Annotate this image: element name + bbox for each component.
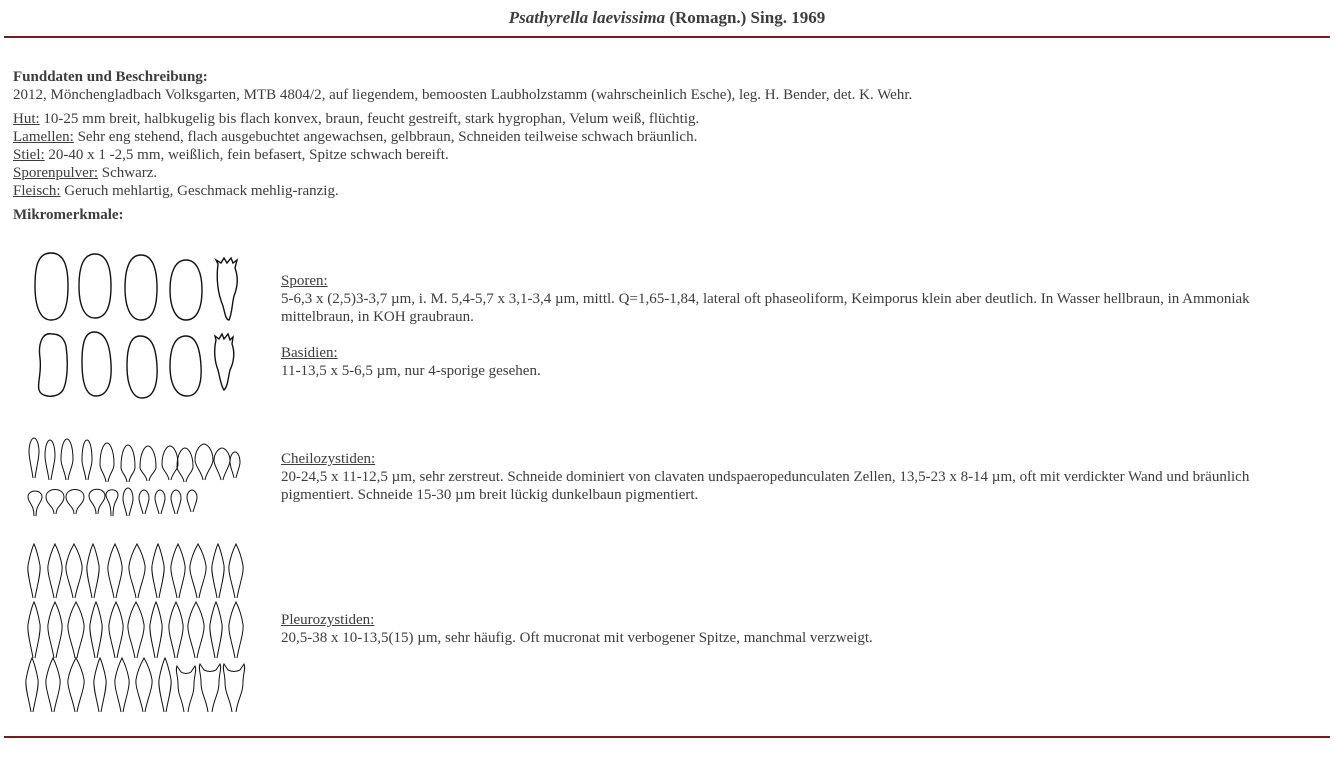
pleurocystidium xyxy=(171,544,185,598)
cheilocystidium xyxy=(139,490,149,514)
pleurocystidium xyxy=(129,544,145,598)
pleurocystidium xyxy=(28,544,40,598)
desc-label: Lamellen: xyxy=(13,129,74,145)
pleurocystidium xyxy=(190,544,206,598)
sporen-section xyxy=(281,272,1321,326)
desc-fleisch xyxy=(13,182,339,200)
cheilocystidium xyxy=(100,443,114,482)
cheilocystidium xyxy=(29,438,39,478)
cheilocystidium xyxy=(171,490,181,514)
pleurocystidium xyxy=(229,602,243,658)
basidien-text: 11-13,5 x 5-6,5 µm, nur 4-sporige gesehen. xyxy=(281,363,541,379)
pleurocystidium xyxy=(48,602,62,658)
pleurocystidium xyxy=(46,658,60,712)
pleurocystidium xyxy=(210,602,222,658)
cheilocystidium xyxy=(162,446,178,480)
cheilocystidium xyxy=(89,489,105,514)
pleuro-section xyxy=(281,611,1321,647)
cheilocystidium xyxy=(230,452,240,478)
pleurocystidium xyxy=(152,544,164,598)
cheilocystidium xyxy=(195,444,213,480)
pleurocystidium xyxy=(115,658,129,712)
pleurocystidium xyxy=(128,602,144,658)
cheilocystidium xyxy=(45,440,55,480)
top-divider xyxy=(4,36,1330,38)
desc-text: Sehr eng stehend, flach ausgebuchtet angewachsen, gelbbraun, Schneiden teilweise schwach bräunlich. xyxy=(73,129,698,145)
spores-row-2 xyxy=(39,332,234,398)
sporen-label: Sporen: xyxy=(281,273,328,289)
cheilocystidium xyxy=(121,445,135,482)
desc-label: Stiel: xyxy=(13,147,45,163)
cheilo-label: Cheilozystiden: xyxy=(281,451,376,467)
pleurocystidium xyxy=(136,658,152,712)
cheilocystidium xyxy=(177,448,193,482)
desc-stiel xyxy=(13,146,449,164)
pleurocystidium xyxy=(159,658,171,712)
pleurocystidium xyxy=(68,658,84,712)
cheilo-text: 20-24,5 x 11-12,5 µm, sehr zerstreut. Schneide dominiert von clavaten undspaeropedunculaten Zellen, 13,5-23 x 8-14 µm, oft mit verdickter Wand und bräunlich pigmentiert. Schneide 15-30 µm breit lückig dunkelbaun pigmentiert. xyxy=(281,469,1250,503)
pleurocystidium xyxy=(26,658,38,712)
cheilocystidium xyxy=(46,490,64,515)
cheilo-section xyxy=(281,450,1321,504)
pleurocystidium xyxy=(176,666,195,712)
desc-label: Fleisch: xyxy=(13,183,61,199)
page-title xyxy=(0,8,1334,28)
cheilocystidium xyxy=(28,491,42,516)
desc-text: Geruch mehlartig, Geschmack mehlig-ranzig. xyxy=(60,183,339,199)
cheilocystidium xyxy=(140,446,156,481)
cheilocystidium xyxy=(187,490,197,512)
pleurocystidium xyxy=(48,544,62,598)
pleuro-label: Pleurozystiden: xyxy=(281,612,375,628)
species-name: Psathyrella laevissima xyxy=(508,8,666,27)
pleurocystidium xyxy=(169,602,183,658)
pleurocystidium xyxy=(109,602,123,658)
spore-drawing xyxy=(28,248,248,403)
desc-text: 20-40 x 1 -2,5 mm, weißlich, fein befasert, Spitze schwach bereift. xyxy=(44,147,449,163)
cheilocystidia-drawing xyxy=(24,434,249,518)
cheilocystidium xyxy=(82,440,92,480)
cheilocystidium xyxy=(155,490,165,514)
desc-hut xyxy=(13,110,699,128)
pleurocystidium xyxy=(150,602,162,658)
pleurocystidium xyxy=(90,602,102,658)
pleurocystidium xyxy=(108,544,122,598)
micro-heading: Mikromerkmale: xyxy=(13,207,124,223)
cheilocystidium xyxy=(214,448,230,480)
basidien-section xyxy=(281,344,1321,380)
pleurocystidium xyxy=(188,602,204,658)
desc-label: Sporenpulver: xyxy=(13,165,98,181)
species-authority: (Romagn.) Sing. 1969 xyxy=(669,8,826,27)
desc-label: Hut: xyxy=(13,111,40,127)
sporen-text: 5-6,3 x (2,5)3-3,7 µm, i. M. 5,4-5,7 x 3,1-3,4 µm, mittl. Q=1,65-1,84, lateral oft phaseoliform, Keimporus klein aber deutlich. In Wasser hellbraun, in Ammoniak mittelbraun, in KOH graubraun. xyxy=(281,291,1250,325)
desc-lamellen xyxy=(13,128,697,146)
pleurocystidium xyxy=(28,602,40,658)
pleurocystidium xyxy=(68,602,84,658)
spores-row-1 xyxy=(35,253,237,320)
desc-text: Schwarz. xyxy=(97,165,158,181)
fund-text: 2012, Mönchengladbach Volksgarten, MTB 4804/2, auf liegendem, bemoosten Laubholzstamm (wahrscheinlich Esche), leg. H. Bender, det. K. Wehr. xyxy=(13,87,913,103)
pleurocystidium xyxy=(229,544,243,598)
desc-sporenpulver xyxy=(13,164,157,182)
cheilocystidium xyxy=(66,490,84,515)
pleurocystidium xyxy=(199,664,220,712)
pleurocystidium xyxy=(87,544,99,598)
pleurocystidium xyxy=(223,664,244,712)
pleurocystidium xyxy=(212,544,224,598)
pleuro-text: 20,5-38 x 10-13,5(15) µm, sehr häufig. Oft mucronat mit verbogener Spitze, manchmal verzweigt. xyxy=(281,630,873,646)
cheilocystidium xyxy=(123,488,133,516)
pleurocystidium xyxy=(66,544,82,598)
bottom-divider xyxy=(4,736,1330,738)
cheilocystidium xyxy=(61,439,73,480)
cheilocystidium xyxy=(106,490,118,516)
pleurocystidia-drawing xyxy=(22,540,252,718)
desc-text: 10-25 mm breit, halbkugelig bis flach konvex, braun, feucht gestreift, stark hygrophan, Velum weiß, flüchtig. xyxy=(39,111,700,127)
fund-heading: Funddaten und Beschreibung: xyxy=(13,69,208,85)
basidien-label: Basidien: xyxy=(281,345,338,361)
pleurocystidium xyxy=(94,658,106,712)
